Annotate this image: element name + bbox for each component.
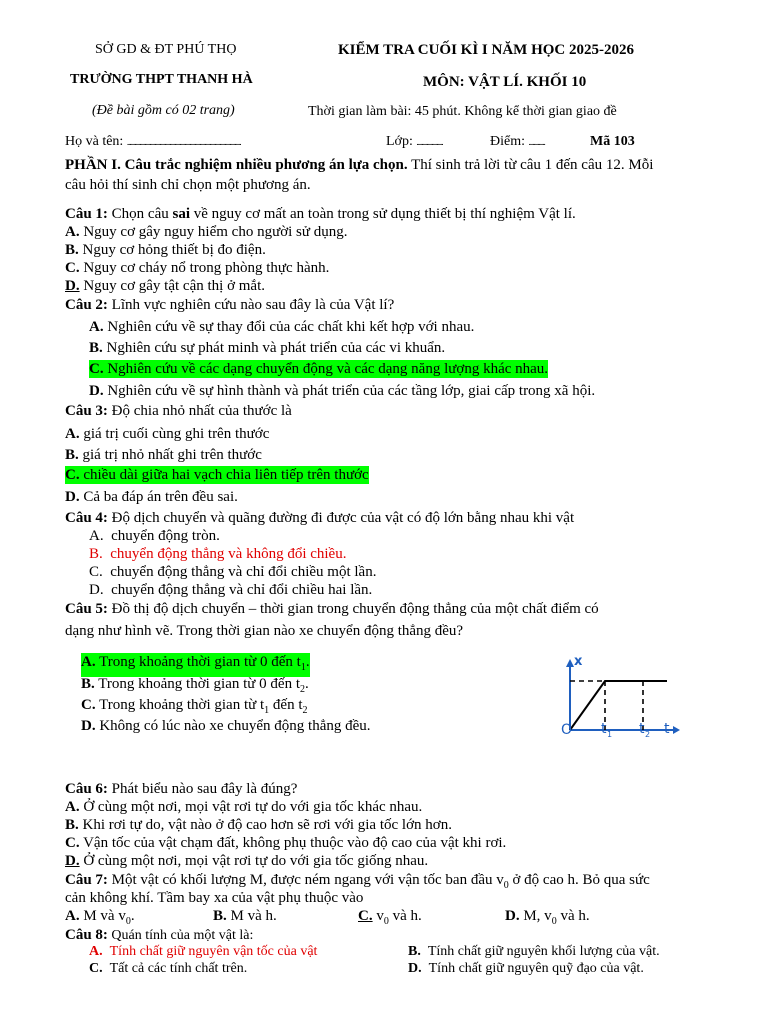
q2-c-letter: C. [89,361,104,377]
part1-heading: PHẦN I. Câu trắc nghiệm nhiều phương án lựa chọn. [65,157,408,173]
q8-d-text: Tính chất giữ nguyên quỹ đạo của vật. [428,961,644,976]
q7-d-letter: D. [505,908,520,924]
q5-a-end: . [305,654,310,670]
q7-label: Câu 7: [65,872,108,888]
q5-d-letter: D. [81,718,96,734]
q4-option-d[interactable] [89,581,372,599]
q3-c-letter: C. [65,467,80,483]
student-info-row [65,134,241,150]
q1-d-letter: D. [65,278,80,294]
q3-b-letter: B. [65,447,79,463]
q1-text-bold: sai [172,206,191,222]
graph-line [570,681,667,730]
q2-label: Câu 2: [65,297,108,313]
q2-d-letter: D. [89,383,104,399]
q5-b-letter: B. [81,676,95,692]
q6-a-text: Ở cùng một nơi, mọi vật rơi tự do với gia tốc khác nhau. [79,799,423,815]
q3-option-d[interactable] [65,488,238,506]
q7-option-d[interactable] [505,907,590,931]
q2-text: Lĩnh vực nghiên cứu nào sau đây là của Vật lí? [107,297,395,313]
t-axis-arrow [673,726,680,734]
q4-c-text: chuyển động thẳng và chỉ đổi chiều một lần. [110,564,377,580]
q3-text: Độ chia nhỏ nhất của thước là [107,403,292,419]
q5-a-text: Trong khoảng thời gian từ 0 đến t [95,654,301,670]
q7-c-sub: 0 [383,916,389,927]
q4-option-a[interactable] [89,527,220,545]
q1-b-text: Nguy cơ hỏng thiết bị đo điện. [78,242,266,258]
t1-label: t [601,721,607,737]
q5-b-sub: 2 [300,684,305,695]
q6-a-letter: A. [65,799,80,815]
q4-option-c[interactable] [89,563,376,581]
q7-b-text: M và h. [226,908,277,924]
q3-d-text: Cả ba đáp án trên đều sai. [79,489,238,505]
question-5 [65,600,599,618]
x-axis-label: x [574,654,583,669]
q5-label: Câu 5: [65,601,108,617]
class-row [386,134,443,150]
class-field[interactable]: ..................... [416,137,443,147]
part1-heading-line [65,156,653,174]
q8-c-text: Tất cả các tính chất trên. [109,961,248,976]
q2-a-letter: A. [89,319,104,335]
t1-sub-label: 1 [607,730,613,739]
q8-option-d[interactable] [408,960,644,977]
time-note: Thời gian làm bài: 45 phút. Không kể thời gian giao đề [308,104,617,119]
q6-option-b[interactable] [65,816,452,834]
q4-a-text: chuyển động tròn. [111,528,220,544]
exam-title: KIỂM TRA CUỐI KÌ I NĂM HỌC 2025-2026 [338,42,634,58]
q1-a-letter: A. [65,224,80,240]
q5-c-text: Trong khoảng thời gian từ t [95,697,265,713]
q8-option-b[interactable] [408,943,660,960]
pages-note: (Đề bài gồm có 02 trang) [92,103,235,118]
q8-label: Câu 8: [65,927,108,943]
q1-option-d[interactable] [65,277,265,295]
q1-c-letter: C. [65,260,80,276]
score-row [490,134,545,150]
q1-label: Câu 1: [65,206,108,222]
q7-d-text: M, v [519,908,552,924]
q2-option-a[interactable] [89,318,474,336]
q7-d-end: và h. [556,908,590,924]
question-6 [65,780,297,798]
q4-c-letter: C. [89,564,103,580]
q6-c-letter: C. [65,835,80,851]
q1-option-a[interactable] [65,223,348,241]
q4-text: Độ dịch chuyển và quãng đường đi được của vật có độ lớn bằng nhau khi vật [107,510,575,526]
exam-code: Mã 103 [590,134,635,149]
question-4 [65,509,574,527]
q6-d-text: Ở cùng một nơi, mọi vật rơi tự do với gia tốc giống nhau. [79,853,429,869]
q7-c-end: và h. [388,908,422,924]
q1-text-b: về nguy cơ mất an toàn trong sử dụng thiết bị thí nghiệm Vật lí. [190,206,576,222]
q2-b-text: Nghiên cứu sự phát minh và phát triển của các vi khuẩn. [102,340,446,356]
q8-text: Quán tính của một vật là: [107,928,254,943]
q8-c-letter: C. [89,961,103,976]
q7-d-sub: 0 [551,916,557,927]
q4-label: Câu 4: [65,510,108,526]
q6-c-text: Vận tốc của vật chạm đất, không phụ thuộc vào độ cao của vật khi rơi. [79,835,507,851]
score-label: Điểm: [490,134,525,149]
q7-text-1-end: ở độ cao h. Bỏ qua sức [508,872,650,888]
q8-b-text: Tính chất giữ nguyên khối lượng của vật. [427,944,660,959]
q7-text-1-sub: 0 [503,880,509,891]
q5-text-1: Đồ thị độ dịch chuyển – thời gian trong chuyển động thẳng của một chất điểm có [107,601,599,617]
q5-text-2: dạng như hình vẽ. Trong thời gian nào xe chuyển động thẳng đều? [65,623,464,639]
q3-c-text: chiều dài giữa hai vạch chia liên tiếp trên thước [79,467,369,483]
class-label: Lớp: [386,134,413,149]
q4-b-text: chuyển động thẳng và không đổi chiều. [110,546,347,562]
q7-a-sub: 0 [125,916,131,927]
name-field[interactable]: ........................................................................................... [126,137,241,147]
q2-a-text: Nghiên cứu về sự thay đổi của các chất khi kết hợp với nhau. [103,319,475,335]
q5-d-text: Không có lúc nào xe chuyển động thẳng đều. [95,718,371,734]
q2-d-text: Nghiên cứu về sự hình thành và phát triển của các tầng lớp, giai cấp trong xã hội. [103,383,596,399]
q3-a-text: giá trị cuối cùng ghi trên thước [79,426,270,442]
question-3 [65,402,292,420]
q8-a-letter: A. [89,944,103,959]
q6-label: Câu 6: [65,781,108,797]
q4-option-b[interactable] [89,545,346,563]
q8-b-letter: B. [408,944,421,959]
q3-label: Câu 3: [65,403,108,419]
name-label: Họ và tên: [65,134,124,149]
q8-option-a[interactable] [89,943,317,960]
q5-option-a[interactable] [81,653,310,677]
x-axis-arrow [566,659,574,667]
q5-c-mid: đến t [269,697,303,713]
q1-d-text: Nguy cơ gây tật cận thị ở mắt. [79,278,265,294]
q7-b-letter: B. [213,908,227,924]
t-axis-label: t [664,721,670,737]
q2-b-letter: B. [89,340,103,356]
q7-option-c[interactable] [358,907,422,931]
q1-text-a: Chọn câu [107,206,173,222]
q7-a-end: . [130,908,135,924]
q8-option-c[interactable] [89,960,247,977]
q1-option-b[interactable] [65,241,266,259]
q5-a-letter: A. [81,654,96,670]
q7-text-2: cản không khí. Tầm bay xa của vật phụ thuộc vào [65,890,364,906]
q2-option-d[interactable] [89,382,595,400]
q4-a-letter: A. [89,528,104,544]
q5-c-letter: C. [81,697,96,713]
q5-b-end: . [305,676,309,692]
part1-instruction-2: câu hỏi thí sinh chỉ chọn một phương án. [65,177,311,193]
question-1 [65,205,576,223]
score-field[interactable]: ............. [528,137,545,147]
q3-a-letter: A. [65,426,80,442]
q3-option-c[interactable] [65,466,369,484]
q3-option-a[interactable] [65,425,269,443]
q1-option-c[interactable] [65,259,329,277]
q6-b-letter: B. [65,817,79,833]
q8-d-letter: D. [408,961,422,976]
q7-a-text: M và v [79,908,126,924]
q3-d-letter: D. [65,489,80,505]
q4-b-letter: B. [89,546,103,562]
department-name: SỞ GD & ĐT PHÚ THỌ [95,42,237,57]
q1-b-letter: B. [65,242,79,258]
q5-c-sub1: 1 [264,705,270,716]
q4-d-text: chuyển động thẳng và chỉ đổi chiều hai lần. [111,582,373,598]
q6-option-d[interactable] [65,852,428,870]
school-name: TRƯỜNG THPT THANH HÀ [70,72,253,87]
q6-text: Phát biểu nào sau đây là đúng? [107,781,298,797]
q6-option-c[interactable] [65,834,506,852]
q2-c-text: Nghiên cứu về các dạng chuyển động và các dạng năng lượng khác nhau. [103,361,549,377]
q2-option-c[interactable] [89,360,548,378]
q4-d-letter: D. [89,582,104,598]
part1-instruction-1: Thí sinh trả lời từ câu 1 đến câu 12. Mỗi [407,157,654,173]
q7-c-letter: C. [358,908,373,924]
q7-c-text: v [372,908,384,924]
q6-b-text: Khi rơi tự do, vật nào ở độ cao hơn sẽ rơi với gia tốc lớn hơn. [78,817,452,833]
q6-d-letter: D. [65,853,80,869]
q7-a-letter: A. [65,908,80,924]
q1-c-text: Nguy cơ cháy nổ trong phòng thực hành. [79,260,330,276]
q5-option-d[interactable] [81,717,371,735]
subject-title: MÔN: VẬT LÍ. KHỐI 10 [423,74,587,90]
q7-text-1: Một vật có khối lượng M, được ném ngang với vận tốc ban đầu v [107,872,504,888]
origin-label: O [561,722,573,738]
q5-a-sub: 1 [300,662,306,673]
q7-option-b[interactable] [213,907,277,925]
displacement-time-graph [555,650,685,745]
q5-b-text: Trong khoảng thời gian từ 0 đến t [94,676,300,692]
question-2 [65,296,394,314]
t2-sub-label: 2 [645,730,651,739]
q3-option-b[interactable] [65,446,262,464]
q3-b-text: giá trị nhỏ nhất ghi trên thước [78,447,262,463]
q8-a-text: Tính chất giữ nguyên vận tốc của vật [109,944,318,959]
t2-label: t [639,721,645,737]
q1-a-text: Nguy cơ gây nguy hiểm cho người sử dụng. [79,224,348,240]
q2-option-b[interactable] [89,339,445,357]
q6-option-a[interactable] [65,798,422,816]
q5-c-sub2: 2 [302,705,308,716]
